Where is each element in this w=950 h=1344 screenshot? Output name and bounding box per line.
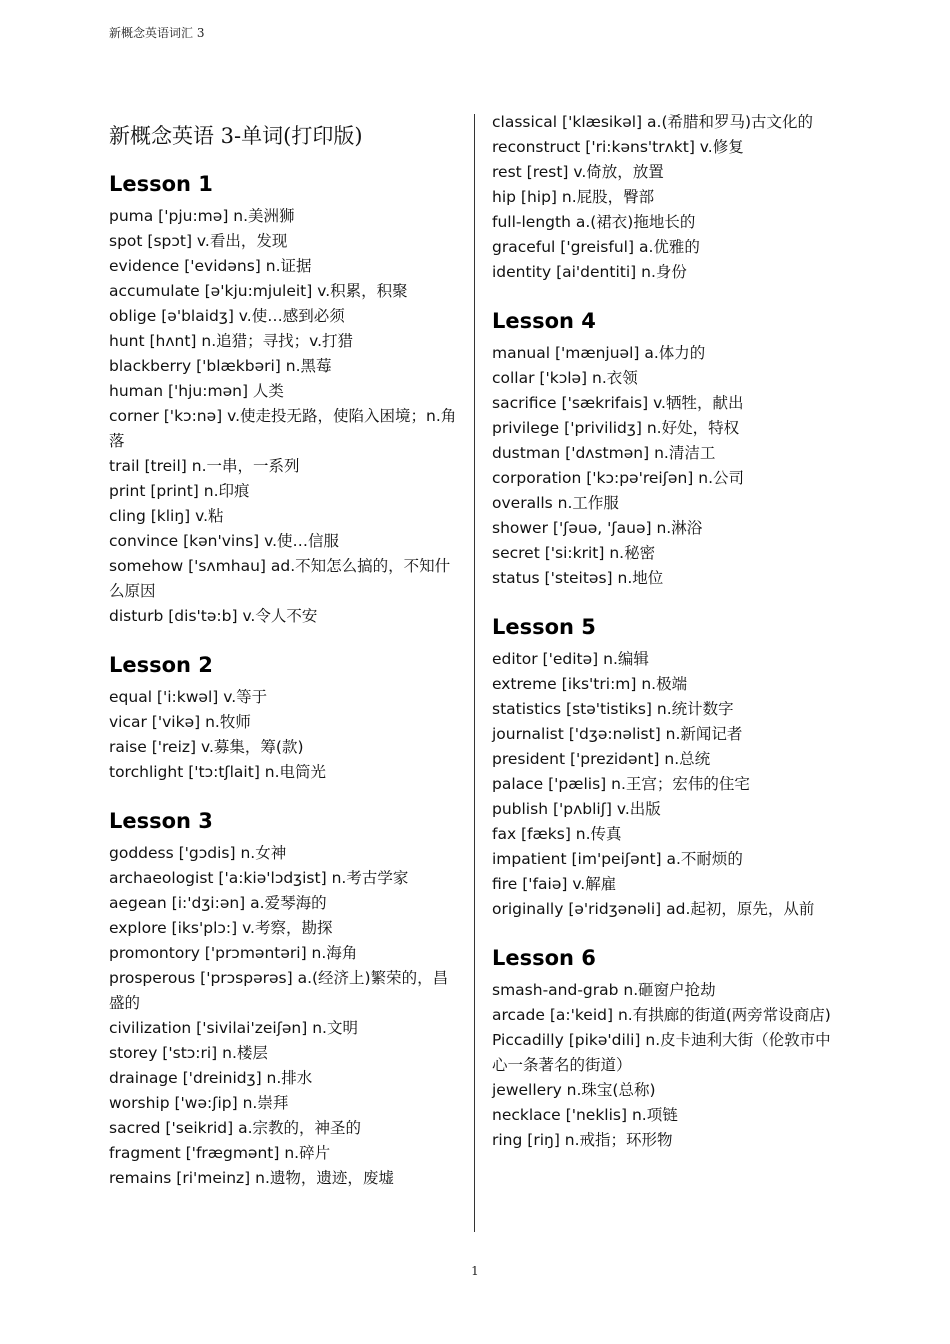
vocab-entry: sacred ['seikrid] a.宗教的，神圣的 [109, 1119, 362, 1137]
vocab-entry: necklace ['neklis] n.项链 [492, 1106, 678, 1124]
lesson-section [109, 651, 457, 785]
vocab-entry: ring [riŋ] n.戒指；环形物 [492, 1131, 673, 1149]
vocab-entry: goddess ['gɔdis] n.女神 [109, 844, 287, 862]
vocab-entry: privilege ['privilidʒ] n.好处，特权 [492, 419, 740, 437]
vocab-entry: promontory ['prɔməntəri] n.海角 [109, 944, 358, 962]
vocab-entry: secret ['si:krit] n.秘密 [492, 544, 656, 562]
lesson-heading: Lesson 3 [109, 809, 213, 833]
vocab-entry: graceful ['greisful] a.优雅的 [492, 238, 700, 256]
vocab-entry: status ['steitəs] n.地位 [492, 569, 664, 587]
vocab-entry: classical ['klæsikəl] a.(希腊和罗马)古文化的 [492, 113, 814, 131]
vocab-entry: prosperous ['prɔspərəs] a.(经济上)繁荣的，昌盛的 [109, 969, 449, 1012]
vocab-entry: manual ['mænjuəl] a.体力的 [492, 344, 706, 362]
vocab-entry: blackberry ['blækbəri] n.黑莓 [109, 357, 332, 375]
vocab-entry: full-length a.(裙衣)拖地长的 [492, 213, 696, 231]
document-title: 新概念英语 3-单词(打印版) [109, 124, 363, 148]
lesson-section [492, 307, 844, 591]
vocab-entry: print [print] n.印痕 [109, 482, 250, 500]
vocab-entry: smash-and-grab n.砸窗户抢劫 [492, 981, 716, 999]
vocab-entry: equal ['i:kwəl] v.等于 [109, 688, 268, 706]
vocab-entry: editor ['editə] n.编辑 [492, 650, 649, 668]
vocab-entry: fragment ['frægmənt] n.碎片 [109, 1144, 331, 1162]
lesson-heading: Lesson 5 [492, 615, 596, 639]
vocab-entry: impatient [im'peiʃənt] a.不耐烦的 [492, 850, 743, 868]
vocab-entry: puma ['pju:mə] n.美洲狮 [109, 207, 295, 225]
vocab-entry: cling [kliŋ] v.粘 [109, 507, 224, 525]
vocab-entry: disturb [dis'tə:b] v.令人不安 [109, 607, 318, 625]
running-header: 新概念英语词汇 3 [109, 26, 205, 40]
vocab-entry: president ['prezidənt] n.总统 [492, 750, 711, 768]
vocab-entry: publish ['pʌbliʃ] v.出版 [492, 800, 661, 818]
vocab-entry: aegean [i:'dʒi:ən] a.爱琴海的 [109, 894, 327, 912]
vocab-entry: journalist ['dʒə:nəlist] n.新闻记者 [492, 725, 743, 743]
vocab-entry: explore [iks'plɔ:] v.考察，勘探 [109, 919, 333, 937]
vocab-entry: reconstruct ['ri:kəns'trʌkt] v.修复 [492, 138, 744, 156]
lesson-section [492, 613, 844, 922]
vocab-entry: overalls n.工作服 [492, 494, 619, 512]
vocab-entry: evidence ['evidəns] n.证据 [109, 257, 312, 275]
page-number: 1 [471, 1264, 479, 1278]
vocab-entry: convince [kən'vins] v.使…信服 [109, 532, 340, 550]
vocab-entry: Piccadilly [pikə'dili] n.皮卡迪利大街（伦敦市中心一条著名的街道） [492, 1031, 831, 1074]
right-column [492, 110, 844, 1175]
vocab-entry: jewellery n.珠宝(总称) [492, 1081, 656, 1099]
vocab-entry: archaeologist ['a:kiə'lɔdʒist] n.考古学家 [109, 869, 409, 887]
vocab-entry: dustman ['dʌstmən] n.清洁工 [492, 444, 716, 462]
vocab-entry: extreme [iks'tri:m] n.极端 [492, 675, 688, 693]
lesson-heading: Lesson 1 [109, 172, 213, 196]
vocab-entry: torchlight ['tɔ:tʃlait] n.电筒光 [109, 763, 327, 781]
vocab-entry: remains [ri'meinz] n.遗物，遗迹，废墟 [109, 1169, 394, 1187]
vocab-entry: spot [spɔt] v.看出，发现 [109, 232, 288, 250]
vocab-entry: storey ['stɔ:ri] n.楼层 [109, 1044, 268, 1062]
vocab-entry: fax [fæks] n.传真 [492, 825, 622, 843]
vocab-entry: corner ['kɔ:nə] v.使走投无路，使陷入困境；n.角落 [109, 407, 457, 450]
vocab-entry: somehow ['sʌmhau] ad.不知怎么搞的，不知什么原因 [109, 557, 451, 600]
left-column [109, 110, 457, 1213]
column-divider [474, 114, 475, 1232]
vocab-entry: statistics [stə'tistiks] n.统计数字 [492, 700, 734, 718]
vocab-entry: drainage ['dreinidʒ] n.排水 [109, 1069, 313, 1087]
vocab-entry: vicar ['vikə] n.牧师 [109, 713, 251, 731]
vocab-entry: identity [ai'dentiti] n.身份 [492, 263, 687, 281]
vocab-entry: fire ['faiə] v.解雇 [492, 875, 617, 893]
vocab-entry: shower ['ʃəuə, 'ʃauə] n.淋浴 [492, 519, 703, 537]
lesson-section [492, 944, 844, 1153]
vocab-entry: accumulate [ə'kju:mjuleit] v.积累，积聚 [109, 282, 408, 300]
vocab-entry: arcade [a:'keid] n.有拱廊的街道(两旁常设商店) [492, 1006, 831, 1024]
vocab-entry: originally [ə'ridʒənəli] ad.起初，原先，从前 [492, 900, 815, 918]
vocab-entry: worship ['wə:ʃip] n.崇拜 [109, 1094, 289, 1112]
lesson-heading: Lesson 4 [492, 309, 596, 333]
lesson-section [109, 807, 457, 1191]
vocab-entry: corporation ['kɔ:pə'reiʃən] n.公司 [492, 469, 745, 487]
vocab-entry: hip [hip] n.屁股，臀部 [492, 188, 655, 206]
vocab-entry: palace ['pælis] n.王宫；宏伟的住宅 [492, 775, 750, 793]
vocab-entry: rest [rest] v.倚放，放置 [492, 163, 664, 181]
vocab-entry: trail [treil] n.一串，一系列 [109, 457, 300, 475]
vocab-entry: collar ['kɔlə] n.衣领 [492, 369, 638, 387]
lesson-section [109, 170, 457, 629]
vocab-entry: hunt [hʌnt] n.追猎；寻找；v.打猎 [109, 332, 354, 350]
right-lesson-list [492, 110, 844, 1153]
lesson-heading: Lesson 2 [109, 653, 213, 677]
vocab-entry: sacrifice ['sækrifais] v.牺牲，献出 [492, 394, 744, 412]
vocab-entry: human ['hju:mən] 人类 [109, 382, 284, 400]
lesson-section [492, 110, 844, 285]
vocab-entry: civilization ['sivilai'zeiʃən] n.文明 [109, 1019, 358, 1037]
vocab-entry: oblige [ə'blaidʒ] v.使…感到必须 [109, 307, 345, 325]
vocab-entry: raise ['reiz] v.募集，筹(款) [109, 738, 304, 756]
lesson-heading: Lesson 6 [492, 946, 596, 970]
left-lesson-list [109, 170, 457, 1191]
